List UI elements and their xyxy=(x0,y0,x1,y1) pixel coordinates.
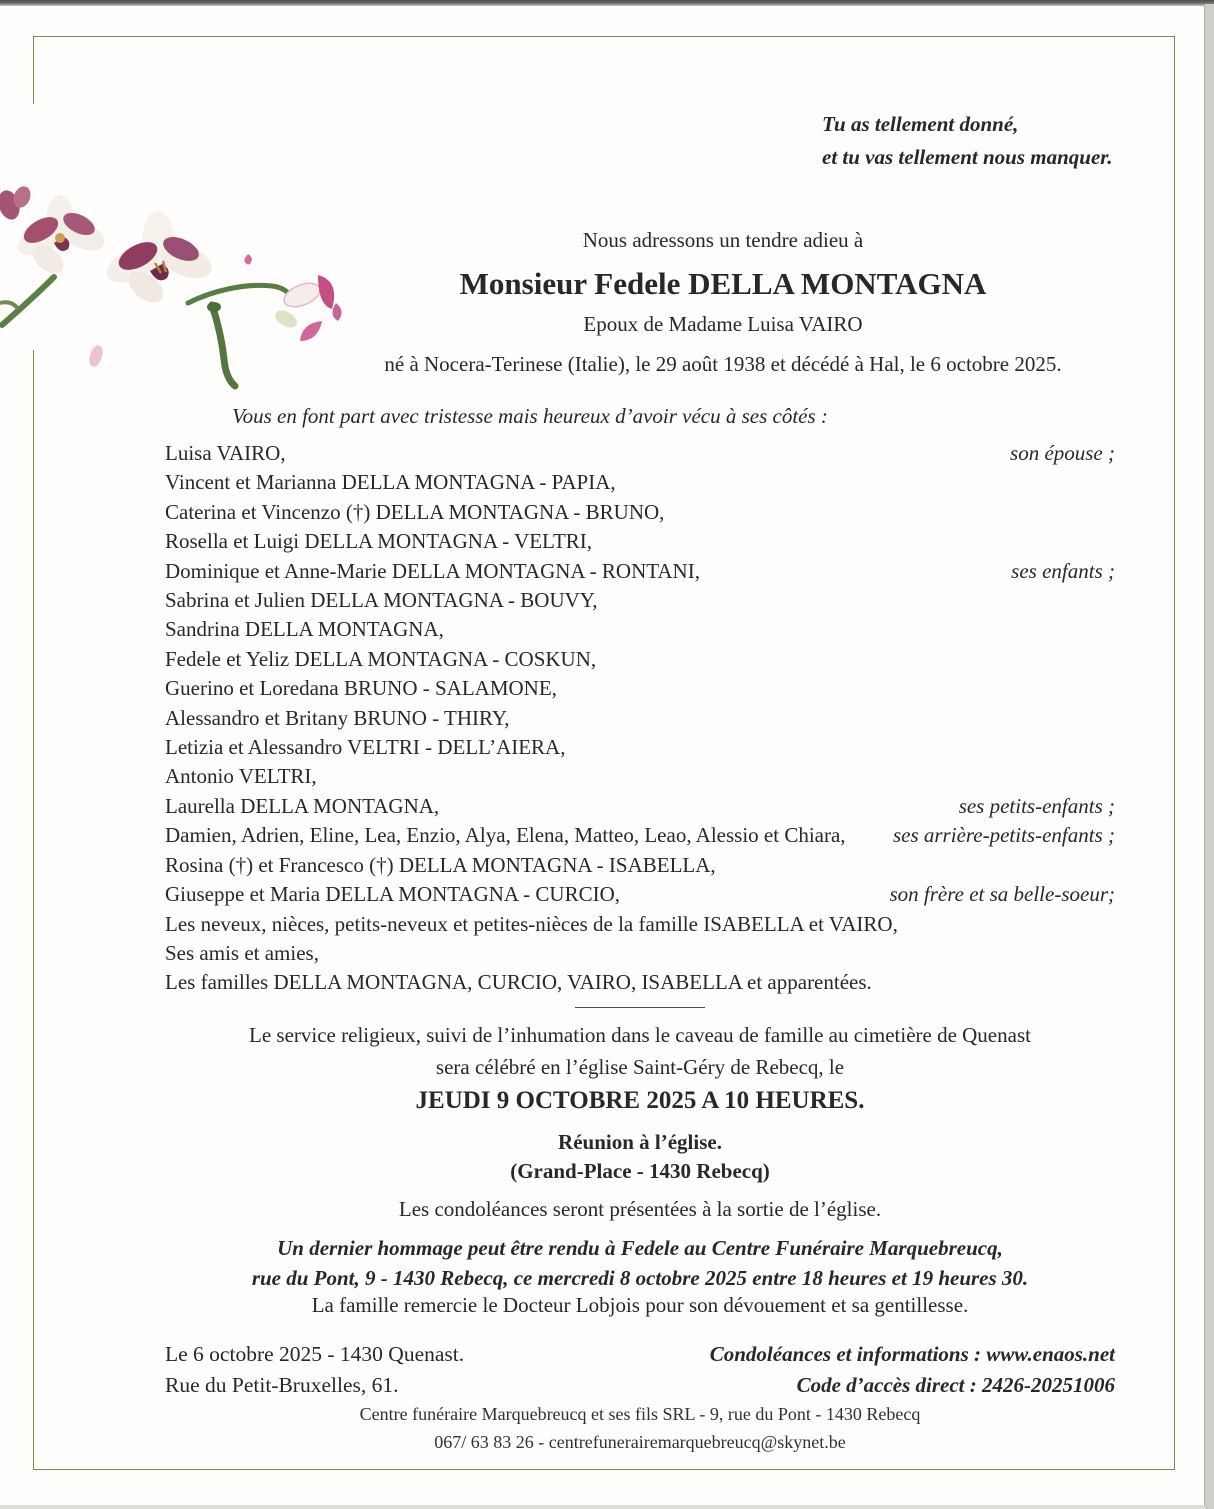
scan-edge-bottom xyxy=(0,1505,1205,1509)
family-member-row xyxy=(165,498,1115,527)
family-member-row xyxy=(165,557,1115,586)
service-line-2: sera célébré en l’église Saint-Géry de Rebecq, le xyxy=(435,1055,845,1079)
homage-line-1: Un dernier hommage peut être rendu à Fedele au Centre Funéraire Marquebreucq, xyxy=(277,1236,1003,1260)
family-member-row xyxy=(165,527,1115,556)
section-divider xyxy=(575,1007,705,1008)
orchid-bloom-2 xyxy=(101,211,216,309)
family-member-row xyxy=(165,468,1115,497)
funeral-home-line-2: 067/ 63 83 26 - centrefunerairemarquebreucq@skynet.be xyxy=(434,1431,846,1452)
condolences-line: Les condoléances seront présentées à la sortie de l’église. xyxy=(398,1197,882,1221)
family-member-row xyxy=(165,615,1115,644)
family-member-name: Laurella DELLA MONTAGNA, xyxy=(165,793,440,818)
family-member-row xyxy=(165,968,1115,997)
address-line: Rue du Petit-Bruxelles, 61. xyxy=(165,1373,399,1397)
funeral-home-line-1: Centre funéraire Marquebreucq et ses fils SRL - 9, rue du Pont - 1430 Rebecq xyxy=(359,1404,921,1424)
family-member-row xyxy=(165,821,1115,850)
condolences-info-block xyxy=(710,1339,1115,1401)
orchid-bloom-1 xyxy=(13,195,110,279)
meeting-place: (Grand-Place - 1430 Rebecq) xyxy=(510,1159,770,1183)
family-relation-label: son épouse ; xyxy=(1010,441,1115,465)
condolences-info: Condoléances et informations : www.enaos.net xyxy=(709,1342,1115,1366)
family-member-name: Giuseppe et Maria DELLA MONTAGNA - CURCIO, xyxy=(165,882,621,907)
family-member-name: Rosella et Luigi DELLA MONTAGNA - VELTRI, xyxy=(165,529,593,554)
family-member-row xyxy=(165,586,1115,615)
family-member-name: Ses amis et amies, xyxy=(165,940,319,965)
ceremony-datetime: JEUDI 9 OCTOBRE 2025 A 10 HEURES. xyxy=(415,1087,865,1114)
announcement-line: Vous en font part avec tristesse mais heureux d’avoir vécu à ses côtés : xyxy=(232,404,828,428)
family-relation-label: son frère et sa belle-soeur; xyxy=(889,882,1115,907)
memorial-quote xyxy=(822,108,1113,174)
family-member-row xyxy=(165,792,1115,821)
family-member-name: Alessandro et Britany BRUNO - THIRY, xyxy=(165,705,510,730)
family-member-name: Rosina (†) et Francesco (†) DELLA MONTAGNA - ISABELLA, xyxy=(165,852,716,877)
family-member-name: Antonio VELTRI, xyxy=(165,764,317,789)
family-member-name: Fedele et Yeliz DELLA MONTAGNA - COSKUN, xyxy=(165,646,597,671)
scan-edge-top xyxy=(0,0,1214,6)
service-paragraph xyxy=(165,1019,1115,1083)
family-member-name: Guerino et Loredana BRUNO - SALAMONE, xyxy=(165,676,557,701)
family-member-row xyxy=(165,733,1115,762)
family-relation-label: ses arrière-petits-enfants ; xyxy=(892,823,1115,848)
family-member-name: Les familles DELLA MONTAGNA, CURCIO, VAIRO, ISABELLA et apparentées. xyxy=(165,970,872,995)
family-member-row xyxy=(165,704,1115,733)
homage-line-2: rue du Pont, 9 - 1430 Rebecq, ce mercredi 8 octobre 2025 entre 18 heures et 19 heures 30. xyxy=(251,1266,1029,1290)
birth-death-line: né à Nocera-Terinese (Italie), le 29 août 1938 et décédé à Hal, le 6 octobre 2025. xyxy=(384,352,1062,376)
quote-line-2: et tu vas tellement nous manquer. xyxy=(822,145,1113,169)
spouse-line: Epoux de Madame Luisa VAIRO xyxy=(583,312,863,336)
service-line-1: Le service religieux, suivi de l’inhumation dans le caveau de famille au cimetière de Quenast xyxy=(249,1023,1031,1047)
family-member-row xyxy=(165,880,1115,909)
family-member-name: Vincent et Marianna DELLA MONTAGNA - PAPIA, xyxy=(165,470,616,495)
intro-line: Nous adressons un tendre adieu à xyxy=(582,228,864,252)
meeting-block xyxy=(165,1128,1115,1186)
family-relation-label: ses petits-enfants ; xyxy=(958,793,1115,818)
family-member-name: Caterina et Vincenzo (†) DELLA MONTAGNA - BRUNO, xyxy=(165,499,665,524)
sender-block xyxy=(165,1339,464,1401)
family-member-row xyxy=(165,645,1115,674)
meeting-line: Réunion à l’église. xyxy=(558,1130,722,1154)
quote-line-1: Tu as tellement donné, xyxy=(822,112,1019,136)
family-member-name: Damien, Adrien, Eline, Lea, Enzio, Alya, Elena, Matteo, Leao, Alessio et Chiara, xyxy=(165,823,846,848)
access-code: Code d’accès direct : 2426-20251006 xyxy=(796,1373,1115,1397)
family-member-row xyxy=(165,762,1115,791)
family-member-row xyxy=(165,939,1115,968)
family-list xyxy=(165,439,1115,998)
deceased-name: Monsieur Fedele DELLA MONTAGNA xyxy=(459,266,987,301)
family-member-row xyxy=(165,674,1115,703)
family-member-name: Luisa VAIRO, xyxy=(165,441,286,465)
funeral-home-footer xyxy=(165,1401,1115,1456)
thanks-line: La famille remercie le Docteur Lobjois pour son dévouement et sa gentillesse. xyxy=(311,1293,969,1317)
family-member-row xyxy=(165,910,1115,939)
family-member-name: Letizia et Alessandro VELTRI - DELL’AIERA, xyxy=(165,735,566,760)
family-member-name: Dominique et Anne-Marie DELLA MONTAGNA - RONTANI, xyxy=(165,558,700,583)
family-member-name: Les neveux, nièces, petits-neveux et petites-nièces de la famille ISABELLA et VAIRO, xyxy=(165,911,898,936)
family-relation-label: ses enfants ; xyxy=(1011,558,1115,583)
date-place-line: Le 6 octobre 2025 - 1430 Quenast. xyxy=(165,1342,465,1366)
family-member-row xyxy=(165,851,1115,880)
family-member-name: Sabrina et Julien DELLA MONTAGNA - BOUVY, xyxy=(165,588,598,613)
family-member-row xyxy=(165,439,1115,468)
homage-block xyxy=(165,1233,1115,1293)
family-member-name: Sandrina DELLA MONTAGNA, xyxy=(165,617,444,642)
